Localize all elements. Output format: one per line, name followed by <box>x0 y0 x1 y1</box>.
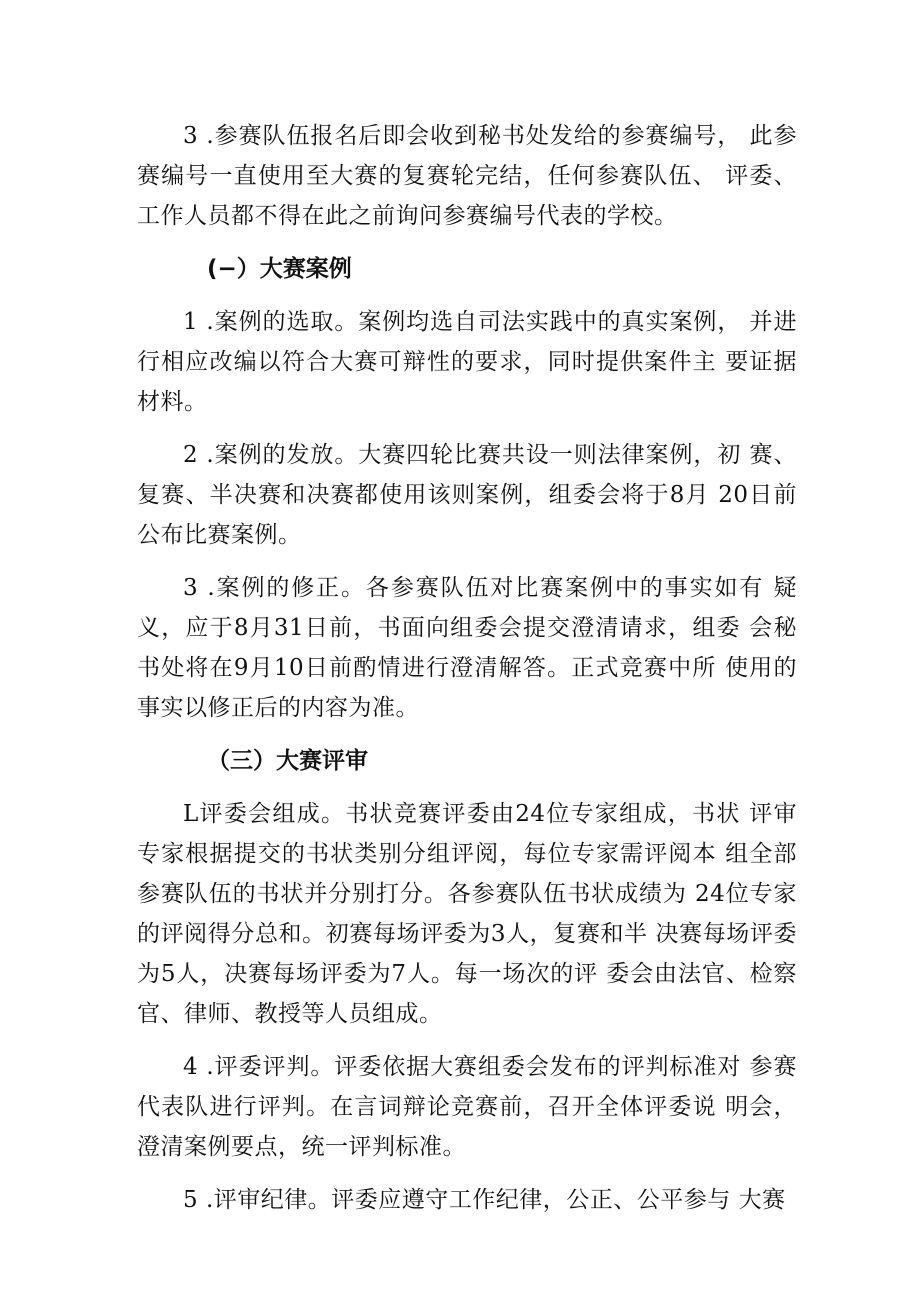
section-heading-cases: (−）大赛案例 <box>207 256 352 282</box>
paragraph-judging-discipline: 5 .评审纪律。评委应遵守工作纪律，公正、公平参与 大赛 <box>183 1187 786 1213</box>
paragraph-registration-number: 3 .参赛队伍报名后即会收到秘书处发给的参赛编号， 此参赛编号一直使用至大赛的复赛轮完结，任何参赛队伍、 评委、工作人员都不得在此之前询问参赛编号代表的学校。 <box>137 123 797 229</box>
paragraph-case-selection: 1 .案例的选取。案例均选自司法实践中的真实案例， 并进行相应改编以符合大赛可辩性的要求，同时提供案件主 要证据材料。 <box>137 309 797 415</box>
document-body <box>137 116 797 1233</box>
paragraph-case-distribution: 2 .案例的发放。大赛四轮比赛共设一则法律案例，初 赛、复赛、半决赛和决赛都使用该则案例，组委会将于8月 20日前公布比赛案例。 <box>137 442 797 548</box>
paragraph-judging-committee: L评委会组成。书状竞赛评委由24位专家组成，书状 评审专家根据提交的书状类别分组评阅，每位专家需评阅本 组全部参赛队伍的书状并分别打分。各参赛队伍书状成绩为 24位专家的评阅得分总和。初赛每场评委为3人，复赛和半 决赛每场评委为5人，决赛每场评委为7人。每一场次的评 委会由法官、检察官、律师、教授等人员组成。 <box>137 801 797 1027</box>
section-heading-review: （三）大赛评审 <box>207 748 368 774</box>
paragraph-case-correction: 3 .案例的修正。各参赛队伍对比赛案例中的事实如有 疑义，应于8月31日前，书面向组委会提交澄清请求，组委 会秘书处将在9月10日前酌情进行澄清解答。正式竞赛中所 使用的事实以修正后的内容为准。 <box>137 575 797 721</box>
paragraph-judging-evaluation: 4 .评委评判。评委依据大赛组委会发布的评判标准对 参赛代表队进行评判。在言词辩论竞赛前，召开全体评委说 明会，澄清案例要点，统一评判标准。 <box>137 1054 797 1160</box>
